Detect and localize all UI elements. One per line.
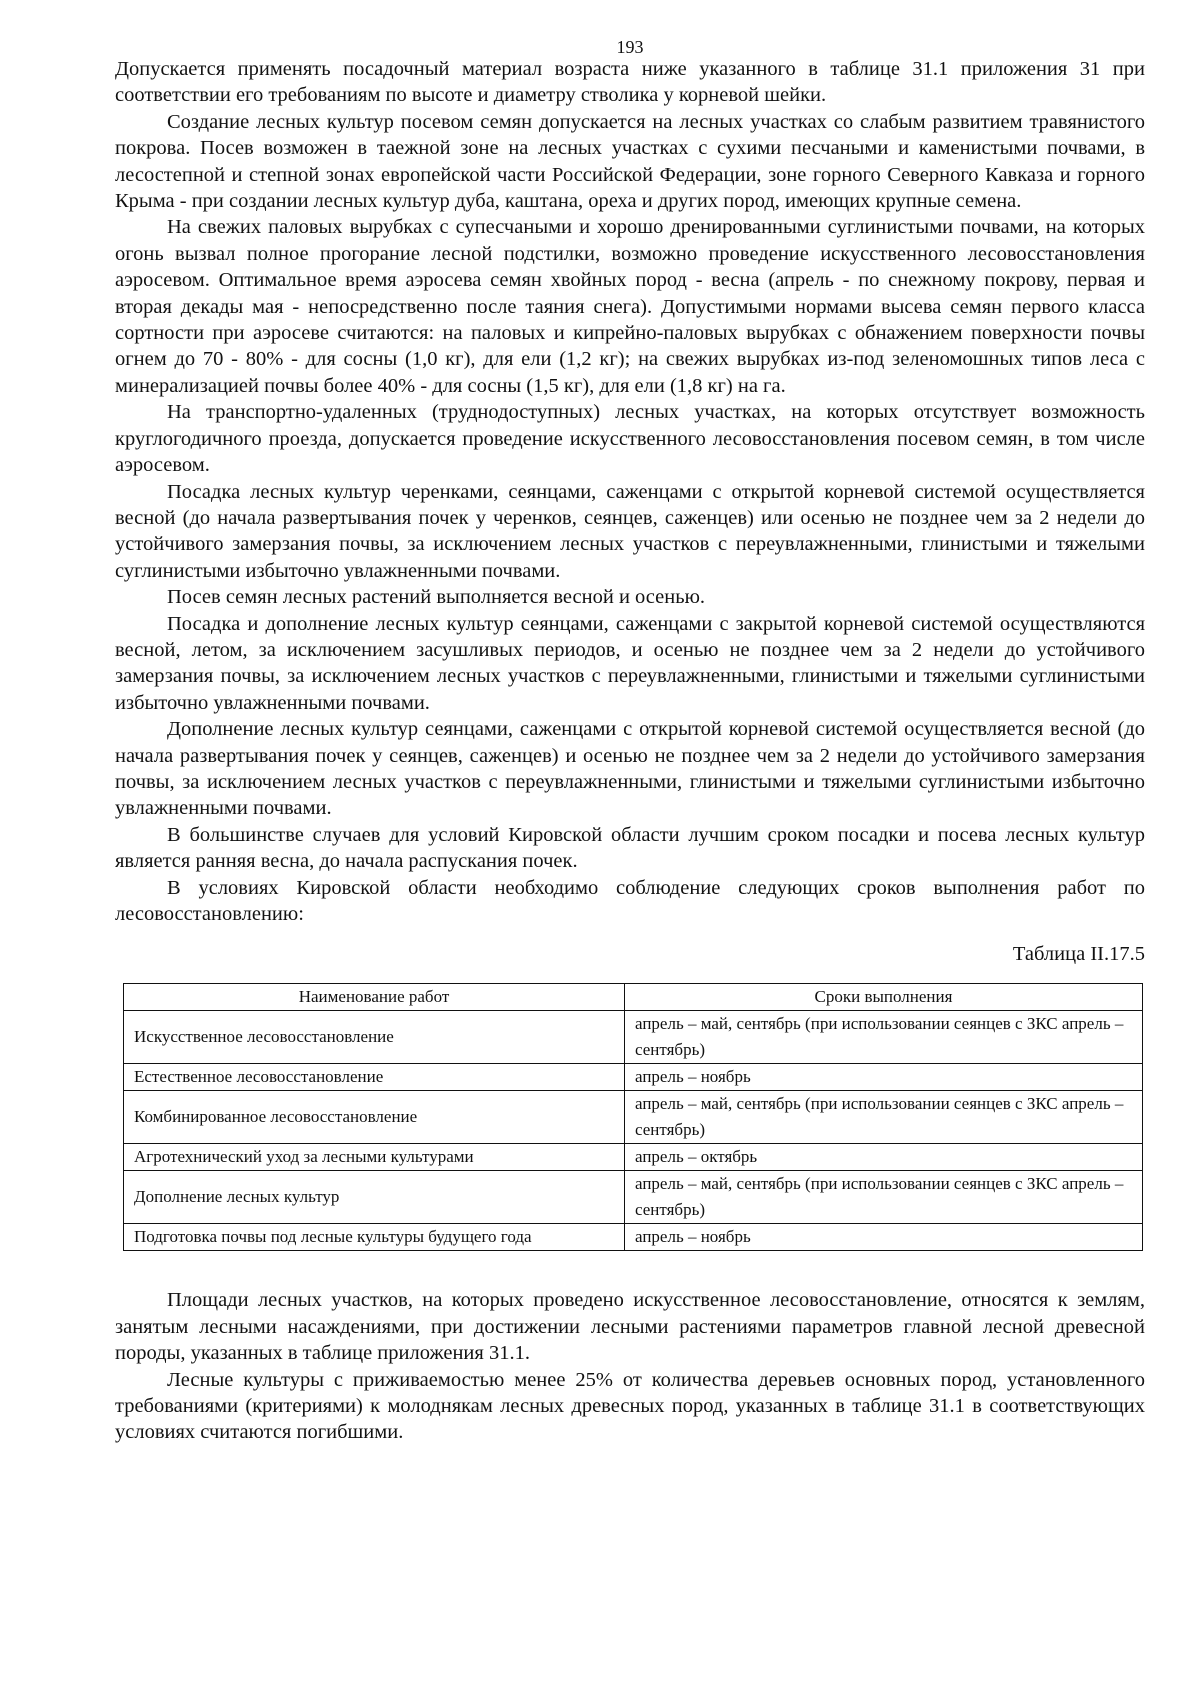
deadline-cell: апрель – май, сентябрь (при использовании сеянцев с ЗКС апрель – сентябрь) (625, 1171, 1143, 1224)
table-row (124, 1091, 1143, 1144)
column-header-work-name: Наименование работ (124, 984, 625, 1011)
deadline-cell: апрель – май, сентябрь (при использовании сеянцев с ЗКС апрель – сентябрь) (625, 1091, 1143, 1144)
paragraph-kirov-best-time: В большинстве случаев для условий Кировской области лучшим сроком посадки и посева лесных культур является ранняя весна, до начала распускания почек. (115, 823, 1145, 873)
table-row (124, 1224, 1143, 1251)
paragraph-failed-cultures: Лесные культуры с приживаемостью менее 25% от количества деревьев основных пород, установленного требованиями (критериями) к молоднякам лесных древесных пород, указанных в таблице 31.1 в соответствующих условиях считаются погибшими. (115, 1368, 1145, 1444)
paragraph-kirov-deadlines: В условиях Кировской области необходимо соблюдение следующих сроков выполнения работ по лесовосстановлению: (115, 876, 1145, 925)
paragraph-seed-sowing-season: Посев семян лесных растений выполняется весной и осенью. (167, 586, 706, 609)
paragraph-closed-root-planting: Посадка и дополнение лесных культур сеянцами, саженцами с закрытой корневой системой осуществляются весной, летом, за исключением засушливых периодов, и осенью не позднее чем за 2 недели до устойчивого замерзания почвы, за исключением лесных участков с переувлажненными, глинистыми и тяжелыми суглинистыми избыточно увлажненными почвами. (115, 612, 1145, 714)
paragraph-seed-sowing: Создание лесных культур посевом семян допускается на лесных участках со слабым развитием травянистого покрова. Посев возможен в таежной зоне на лесных участках с сухими песчаными и каменистыми почвами, в лесостепной и степной зонах европейской части Российской Федерации, зоне горного Северного Кавказа и горного Крыма - при создании лесных культур дуба, каштана, ореха и других пород, имеющих крупные семена. (115, 110, 1145, 213)
deadline-cell: апрель – май, сентябрь (при использовании сеянцев с ЗКС апрель – сентябрь) (625, 1011, 1143, 1064)
table-row (124, 1011, 1143, 1064)
work-name-cell: Дополнение лесных культур (124, 1171, 625, 1224)
paragraph-remote-areas: На транспортно-удаленных (труднодоступных) лесных участках, на которых отсутствует возможность круглогодичного проезда, допускается проведение искусственного лесовосстановления посевом семян, в том числе аэросевом. (115, 401, 1145, 477)
paragraph-cuttings-planting: Посадка лесных культур черенками, сеянцами, саженцами с открытой корневой системой осуществляется весной (до начала развертывания почек у черенков, сеянцев, саженцев) или осенью не позднее чем за 2 недели до устойчивого замерзания почвы, за исключением лесных участков с переувлажненными, глинистыми и тяжелыми суглинистыми избыточно увлажненными почвами. (115, 480, 1145, 582)
work-schedule-table (123, 983, 1143, 1251)
deadline-cell: апрель – ноябрь (625, 1224, 1143, 1251)
work-name-cell: Естественное лесовосстановление (124, 1064, 625, 1091)
paragraph-forest-lands-classification: Площади лесных участков, на которых проведено искусственное лесовосстановление, относятся к землям, занятым лесными насаждениями, при достижении лесными растениями параметров главной лесной древесной породы, указанных в таблице приложения 31.1. (115, 1289, 1145, 1365)
paragraph-open-root-supplement: Дополнение лесных культур сеянцами, саженцами с открытой корневой системой осуществляется весной (до начала развертывания почек у сеянцев, саженцев) и осенью не позднее чем за 2 недели до устойчивого замерзания почвы, за исключением лесных участков с переувлажненными, глинистыми и тяжелыми суглинистыми избыточно увлажненными почвами. (115, 718, 1145, 820)
work-name-cell: Подготовка почвы под лесные культуры будущего года (124, 1224, 625, 1251)
table-header-row (124, 984, 1143, 1011)
table-caption: Таблица II.17.5 (1012, 943, 1145, 966)
work-name-cell: Искусственное лесовосстановление (124, 1011, 625, 1064)
deadline-cell: апрель – октябрь (625, 1144, 1143, 1171)
work-name-cell: Агротехнический уход за лесными культурами (124, 1144, 625, 1171)
paragraph-aerial-seeding: На свежих паловых вырубках с супесчаными и хорошо дренированными суглинистыми почвами, на которых огонь вызвал полное прогорание лесной подстилки, возможно проведение искусственного лесовосстановления аэросевом. Оптимальное время аэросева семян хвойных пород - весна (апрель - по снежному покрову, первая и вторая декады мая - непосредственно после таяния снега). Допустимыми нормами высева семян первого класса сортности при аэросеве считаются: на паловых и кипрейно-паловых вырубках с обнажением поверхности почвы огнем до 70 - 80% - для сосны (1,0 кг), для ели (1,2 кг); на свежих вырубках из-под зеленомошных типов леса с минерализацией почвы более 40% - для сосны (1,5 кг), для ели (1,8 кг) на га. (115, 216, 1145, 397)
column-header-deadlines: Сроки выполнения (625, 984, 1143, 1011)
paragraph-planting-material-age: Допускается применять посадочный материал возраста ниже указанного в таблице 31.1 приложения 31 при соответствии его требованиям по высоте и диаметру стволика у корневой шейки. (115, 58, 1145, 107)
deadline-cell: апрель – ноябрь (625, 1064, 1143, 1091)
table-row (124, 1171, 1143, 1224)
table-row (124, 1064, 1143, 1091)
page-number: 193 (616, 37, 644, 57)
table-row (124, 1144, 1143, 1171)
document-page (115, 36, 1145, 1446)
work-name-cell: Комбинированное лесовосстановление (124, 1091, 625, 1144)
